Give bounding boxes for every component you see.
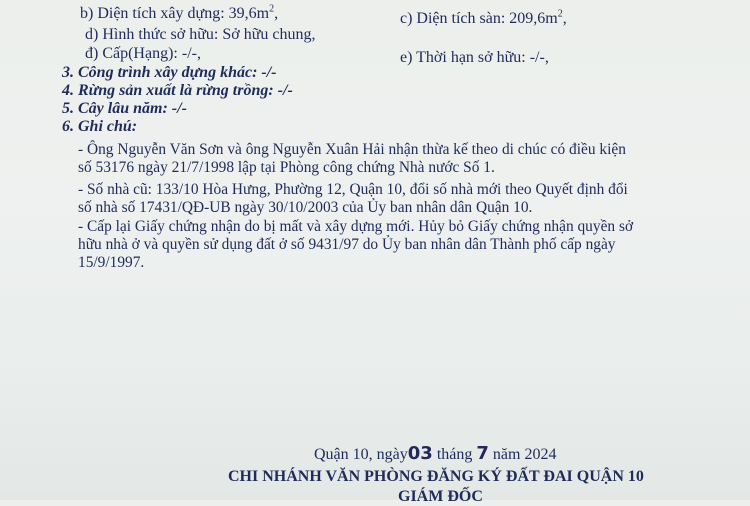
floor-area-unit-sup: 2 bbox=[557, 8, 563, 20]
construction-area-text: b) Diện tích xây dựng: 39,6m bbox=[80, 5, 270, 22]
note-2-line-2: số nhà số 17431/QĐ-UB ngày 30/10/2003 của Ủy ban nhân dân Quận 10. bbox=[78, 199, 533, 216]
line-construction-area bbox=[80, 5, 278, 23]
note-1-line-2: số 53176 ngày 21/7/1998 lập tại Phòng công chứng Nhà nước Số 1. bbox=[78, 159, 495, 176]
section-6-notes-heading: 6. Ghi chú: bbox=[62, 118, 138, 135]
date-prefix: Quận 10, ngày bbox=[314, 446, 408, 463]
note-3-line-3: 15/9/1997. bbox=[78, 254, 145, 271]
line-ownership-form: d) Hình thức sở hữu: Sở hữu chung, bbox=[85, 26, 316, 43]
issuing-office: CHI NHÁNH VĂN PHÒNG ĐĂNG KÝ ĐẤT ĐAI QUẬN 10 bbox=[228, 468, 644, 485]
date-day-handwritten: 03 bbox=[407, 443, 433, 464]
construction-area-end: , bbox=[274, 5, 279, 22]
note-3-line-2: hữu nhà ở và quyền sử dụng đất ở số 9431/97 do Ủy ban nhân dân Thành phố cấp ngày bbox=[78, 236, 616, 253]
note-1-line-1: - Ông Nguyễn Văn Sơn và ông Nguyễn Xuân Hải nhận thừa kế theo di chúc có điều kiện bbox=[78, 141, 626, 158]
section-3-other-works: 3. Công trình xây dựng khác: -/- bbox=[62, 64, 277, 81]
section-5-perennial: 5. Cây lâu năm: -/- bbox=[62, 100, 187, 117]
line-grade: đ) Cấp(Hạng): -/-, bbox=[85, 45, 201, 62]
floor-area-text: c) Diện tích sàn: 209,6m bbox=[400, 10, 558, 27]
line-floor-area bbox=[400, 10, 567, 28]
note-3-line-1: - Cấp lại Giấy chứng nhận do bị mất và xây dựng mới. Hủy bỏ Giấy chứng nhận quyền sở bbox=[78, 218, 634, 235]
date-year: năm 2024 bbox=[492, 446, 557, 463]
note-2-line-1: - Số nhà cũ: 133/10 Hòa Hưng, Phường 12, Quận 10, đổi số nhà mới theo Quyết định đổi bbox=[78, 181, 628, 198]
date-month-word: tháng bbox=[436, 446, 473, 463]
floor-area-end: , bbox=[562, 10, 567, 27]
section-4-forest: 4. Rừng sản xuất là rừng trồng: -/- bbox=[62, 82, 293, 99]
line-ownership-term: e) Thời hạn sở hữu: -/-, bbox=[400, 49, 549, 66]
signing-date-line bbox=[314, 445, 556, 464]
construction-area-unit-sup: 2 bbox=[269, 3, 275, 15]
date-month-handwritten: 7 bbox=[476, 443, 489, 464]
director-title: GIÁM ĐỐC bbox=[398, 488, 483, 505]
